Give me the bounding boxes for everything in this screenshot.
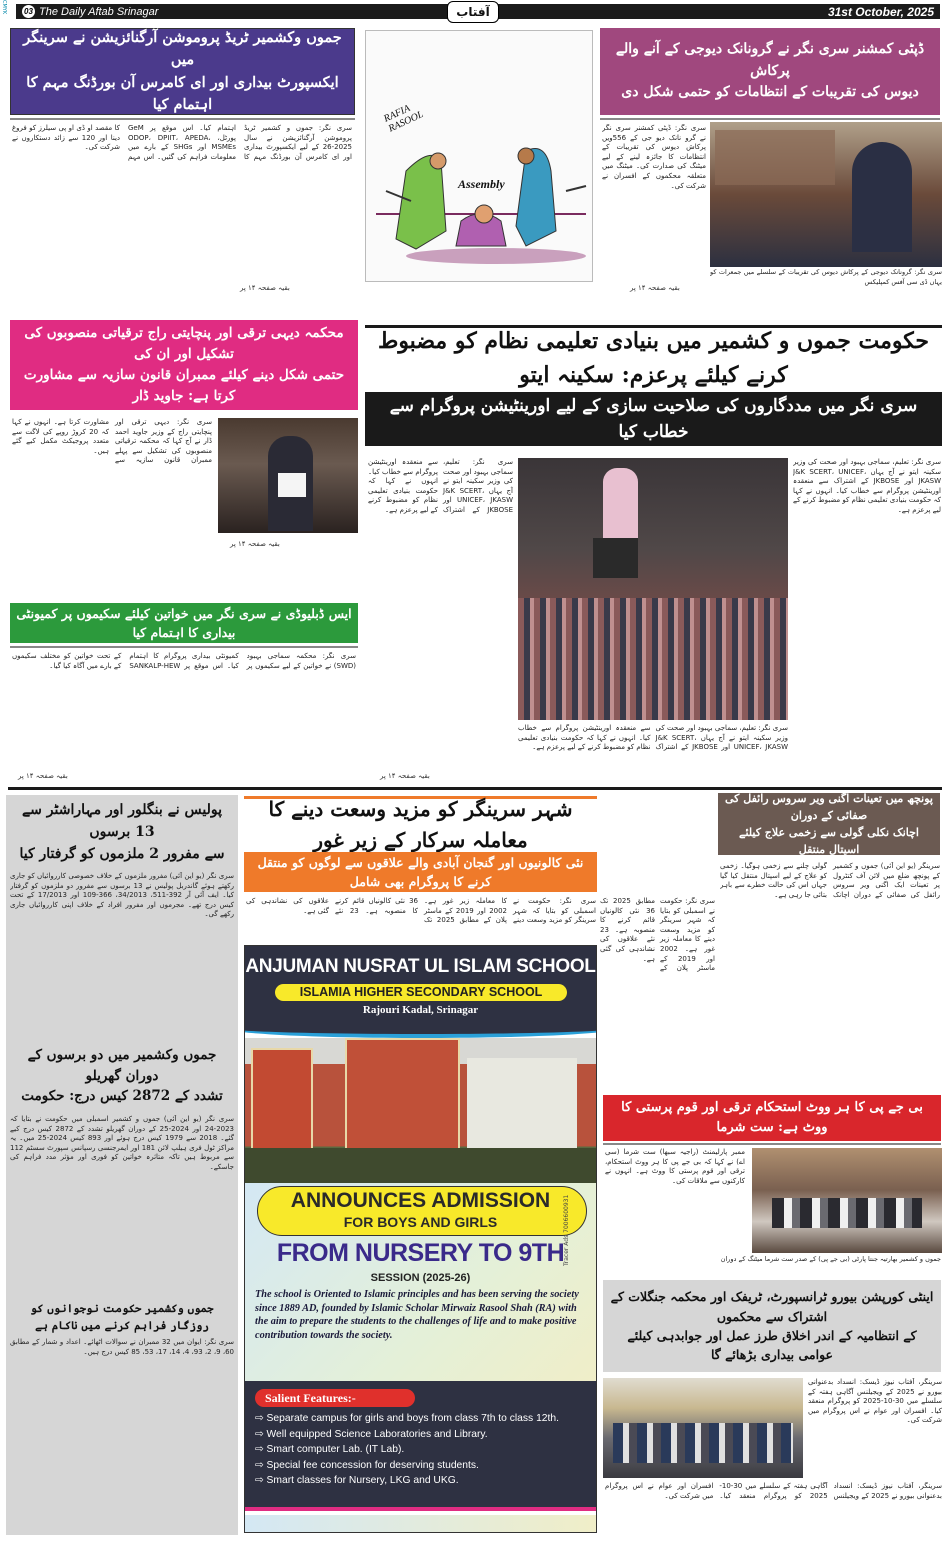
headline-line: اینٹی کورپشن بیورو ٹرانسپورٹ، ٹریفک اور محکمہ جنگلات کے اشتراک سے محکموں — [610, 1289, 934, 1324]
speaker-figure — [603, 468, 638, 538]
domestic-violence-body: سری نگر (یو این آئی) جموں و کشمیر اسمبلی میں حکومت نے بتایا کہ 2023-24 اور 2024-25 کے دوران گھریلو تشدد کے 2872 کیس درج کیے گئے۔ 2018 سے 1979 کیس درج ہوئے اور 893 کیس 2024-25 میں۔ یہ مراکز ٹول فری ہیلپ لائن 181 اور ایمرجنسی رسپانس سپورٹ سسٹم 112 سے مربوط ہیں تاکہ متاثرہ خواتین کو فوری اور مؤثر مدد فراہم کی جاسکے۔ — [10, 1115, 234, 1171]
swd-awareness-body: سری نگر: محکمہ سماجی بہبود (SWD) نے خواتین کے لیے سکیموں پر کمیونٹی بیداری پروگرام کا اہتمام کیا۔ اس موقع پر SANKALP-HEW کے تحت خواتین کو مختلف سکیموں کے بارے میں آگاہ کیا گیا۔ — [12, 652, 356, 670]
police-arrest-body: سری نگر (یو این آئی) مفرور ملزموں کے خلاف خصوصی کارروائیاں کو جاری رکھتے ہوئے گاندربل پولیس نے 13 برسوں سے مفرور دو ملزموں کو گرفتار کیا۔ ایف آئی آر 392-511، 34/2013، 366-109 اور 17/2013 کے تحت کیس درج تھے۔ مجرموں اور مفرور افراد کے خلاف اپنی کارروائیاں جاری رکھے گی۔ — [10, 872, 234, 919]
deputy-commissioner-headline[interactable] — [600, 28, 940, 115]
divider — [10, 646, 358, 648]
headline-line: سے مفرور 2 ملزموں کو گرفتار کیا — [19, 845, 225, 862]
headline-line: سری نگر میں مددگاروں کی صلاحیت سازی کے لیے اورینٹیشن پروگرام سے خطاب کیا — [389, 395, 918, 442]
paper-in-hand — [278, 473, 306, 497]
education-body-right: سری نگر: تعلیم، سماجی بہبود اور صحت کی وزیر سکینہ ایتو نے آج یہاں J&K SCERT، UNICEF، JKASW اور JKBOSE کے اشتراک سے منعقدہ اورینٹیشن پروگرام سے خطاب کیا۔ انہوں نے کہا کہ حکومت بنیادی تعلیمی نظام کو مضبوط کرنے کے لیے پرعزم ہے۔ — [793, 458, 941, 514]
headline-line: محکمہ دیہی ترقی اور پنچایتی راج ترقیاتی منصوبوں کی تشکیل اور ان کی — [24, 325, 344, 363]
srinagar-expansion-subheadline[interactable] — [244, 852, 597, 892]
arrow-right-icon: ⇨ — [255, 1459, 264, 1471]
official-figure — [852, 142, 912, 252]
podium — [593, 538, 638, 578]
swd-awareness-headline[interactable] — [10, 603, 358, 643]
school-subtitle: ISLAMIA HIGHER SECONDARY SCHOOL — [275, 984, 567, 1001]
masthead-logo: آفتاب — [447, 1, 499, 23]
rural-development-body: سری نگر: دیہی ترقی اور پنچایتی راج کے وزیر جاوید احمد ڈار نے آج کہا کہ محکمہ ترقیاتی منصوبوں کی تشکیل سے پہلے ممبران قانون سازیہ سے مشاورت کرتا ہے۔ انہوں نے کہا کہ 20 کروڑ روپے کی لاگت سے متعدد پروجیکٹ مکمل کیے گئے ہیں۔ — [12, 418, 212, 465]
ad-footer-strip — [245, 1515, 596, 1533]
orientation-program-photo — [518, 458, 788, 720]
page-number: 03 — [22, 5, 35, 18]
trade-promotion-headline[interactable] — [10, 28, 355, 115]
cmyk-print-marker: CMYK — [1, 0, 7, 15]
education-body-left: سری نگر: تعلیم، سماجی بہبود اور صحت کی وزیر سکینہ ایتو نے آج یہاں J&K SCERT، UNICEF، JKASW اور JKBOSE کے اشتراک سے منعقدہ اورینٹیشن پروگرام سے خطاب کیا۔ انہوں نے کہا کہ حکومت بنیادی تعلیمی نظام کو مضبوط کرنے کے لیے پرعزم ہے۔ — [368, 458, 513, 514]
announcement-line2: FOR BOYS AND GIRLS — [343, 1214, 498, 1230]
school-location: Rajouri Kadal, Srinagar — [362, 1004, 479, 1016]
attendees — [772, 1198, 922, 1228]
anti-corruption-body-bottom: سرینگر، آفتاب نیوز ڈیسک: انسداد بدعنوانی بیورو نے 2025 کے ویجیلنس آگاہی ہفتہ کے سلسلے میں 30-10-2025 کو پروگرام منعقد کیا۔ افسران اور عوام نے اس پروگرام میں شرکت کی۔ — [605, 1482, 942, 1500]
headline-line: شہر سرینگر کو مزید وسعت دینے کا معاملہ سرکار کے زیر غور — [268, 797, 573, 852]
arrow-right-icon: ⇨ — [255, 1444, 264, 1455]
continued-note: بقیہ صفحہ ۱۴ پر — [630, 284, 680, 292]
bjp-sat-sharma-body: ممبر پارلیمنٹ (راجیہ سبھا) ست شرما (سی اے) نے کہا کہ بی جے پی کا ہر ووٹ استحکام، ترقی اور قوم پرستی کا ووٹ ہے۔ انہوں نے کارکنوں سے ملاقات کی۔ — [605, 1148, 745, 1185]
deputy-commissioner-photo-caption: سری نگر: گرونانک دیوجی کے پرکاش دیوس کی تقریبات کے سلسلے میں جمعرات کو یہاں ڈی سی آفس کمپلیکس — [710, 268, 942, 286]
srinagar-expansion-continuation: سری نگر: حکومت نے اسمبلی کو بتایا کہ شہر سرینگر کو مزید وسعت دینے کا معاملہ زیر غور ہے۔ 2002 اور 2019 کے ماسٹر پلان کے مطابق 2025 تک 36 نئی کالونیاں قائم کرنے کا منصوبہ ہے۔ 23 نئے علاقوں کی نشاندہی کی گئی ہے۔ — [600, 897, 715, 973]
feature-item: ⇨ Special fee concession for deserving students. — [255, 1459, 479, 1471]
continued-note: بقیہ صفحہ ۱۴ پر — [230, 540, 280, 548]
anti-corruption-body: سرینگر، آفتاب نیوز ڈیسک: انسداد بدعنوانی بیورو نے 2025 کے ویجیلنس آگاہی ہفتہ کے سلسلے میں 30-10-2025 کو پروگرام منعقد کیا۔ افسران اور عوام نے اس پروگرام میں شرکت کی۔ — [808, 1378, 942, 1425]
cartoon-caption: Assembly — [458, 177, 505, 191]
feature-item: ⇨ Well equipped Science Laboratories and Library. — [255, 1428, 488, 1440]
headline-line: پولیس نے بنگلور اور مہاراشٹر سے 13 برسوں — [21, 802, 223, 841]
school-admission-advertisement[interactable] — [244, 945, 597, 1533]
school-description: The school is Oriented to Islamic principles and has been serving the society since 1889 AD, founded by Islamic Scholar Mirwaiz Rasool Shah (RA) with the aim to prepare the students to the challenges of life and to make positive contribution towards the society. — [255, 1289, 579, 1341]
meeting-photo — [710, 122, 942, 267]
school-building-photo — [245, 1038, 596, 1183]
cartoonist-signature: RAFIA RASOOL — [382, 103, 426, 135]
features-title: Salient Features:- — [255, 1389, 415, 1407]
editorial-cartoon — [365, 30, 593, 282]
continued-note: بقیہ صفحہ ۱۴ پر — [240, 284, 290, 292]
feature-item: ⇨ Smart classes for Nursery, LKG and UKG. — [255, 1475, 459, 1486]
features-list — [255, 1411, 595, 1489]
background-screen — [715, 130, 835, 185]
headline-line: پونچھ میں تعینات اگنی ویر سروس رائفل کی صفائی کے دوران — [725, 791, 933, 822]
headline-line: جموں وکشمیر حکومت نوجوانوں کو روزگار فراہم کرنے میں ناکام ہے — [30, 1301, 214, 1332]
session-label: SESSION (2025-26) — [370, 1272, 471, 1284]
rural-development-headline[interactable] — [10, 320, 358, 410]
police-arrest-headline[interactable] — [8, 797, 236, 869]
school-name: ANJUMAN NUSRAT UL ISLAM SCHOOL — [245, 956, 596, 977]
headline-line: جموں وکشمیر ٹریڈ پروموشن آرگنائزیشن نے سرینگر میں — [23, 28, 342, 69]
attendees — [613, 1423, 793, 1463]
feature-item: ⇨ Separate campus for girls and boys from class 7th to class 12th. — [255, 1413, 559, 1424]
domestic-violence-headline[interactable] — [8, 1040, 236, 1112]
audience — [518, 598, 788, 720]
continued-note: بقیہ صفحہ ۱۴ پر — [380, 772, 430, 780]
issue-date: 31st October, 2025 — [827, 4, 934, 19]
arrow-right-icon: ⇨ — [255, 1475, 264, 1486]
headline-line: جموں وکشمیر میں دو برسوں کے دوران گھریلو — [27, 1046, 217, 1084]
headline-line: ایس ڈبلیوڈی نے سری نگر میں خواتین کیلئے سکیموں پر کمیونٹی بیداری کا اہتمام کیا — [16, 605, 352, 640]
bjp-meeting-photo — [752, 1148, 942, 1253]
announcement-line1: ANNOUNCES ADMISSION — [290, 1189, 551, 1212]
newspaper-name: The Daily Aftab Srinagar — [39, 5, 159, 18]
continued-note: بقیہ صفحہ ۱۴ پر — [18, 772, 68, 780]
arrow-right-icon: ⇨ — [255, 1413, 264, 1424]
minister-speaking-photo — [218, 418, 358, 533]
headline-line: ڈپٹی کمشنر سری نگر نے گرونانک دیوجی کے آنے والے پرکاش — [615, 40, 925, 79]
headline-line: تشدد کے 2872 کیس درج: حکومت — [21, 1088, 223, 1105]
youth-employment-body: سری نگر: ایوان میں 32 ممبران نے سوالات اٹھائے۔ اعداد و شمار کے مطابق 60، 9، 2، 93، 4، 14، 17، 53، 85 کیس درج ہیں۔ — [10, 1338, 234, 1356]
feature-item: ⇨ Smart computer Lab. (IT Lab). — [255, 1444, 405, 1455]
divider — [600, 118, 940, 120]
headline-line: حتمی شکل دینے کیلئے ممبران قانون سازیہ سے مشاورت کرتا ہے: جاوید ڈار — [23, 367, 345, 404]
bjp-photo-caption: جموں و کشمیر بھارتیہ جنتا پارٹی (بی جے پی) کے صدر ست شرما میٹنگ کے دوران — [720, 1255, 941, 1263]
trade-promotion-body: سری نگر: جموں و کشمیر ٹریڈ پروموشن آرگنائزیشن نے سال 2025-26 کے لیے ایکسپورٹ بیداری اور ای کامرس آن بورڈنگ مہم کا اہتمام کیا۔ اس موقع پر GeM پورٹل، ODOP، DPIIT، APEDA، MSMEs اور SHGs کے بارے میں معلومات فراہم کی گئیں۔ اس مہم کا مقصد او ڈی او پی سیلرز کو فروغ دینا اور 120 سے زائد دستکاروں نے شرکت کی۔ — [12, 124, 352, 161]
building-veranda — [467, 1058, 577, 1158]
anti-corruption-photo — [603, 1378, 803, 1478]
headline-line: دیوس کی تقریبات کے انتظامات کو حتمی شکل دی — [621, 84, 919, 101]
grades-offered: FROM NURSERY TO 9TH — [276, 1239, 565, 1267]
bjp-sat-sharma-headline[interactable] — [603, 1095, 941, 1141]
agency-credit: Tracer Ads 7006600931 — [563, 1194, 570, 1266]
poonch-rifle-headline[interactable] — [718, 793, 940, 855]
headline-line: اچانک نکلی گولی سے زخمی علاج کیلئے اسپتال منتقل — [739, 826, 919, 857]
headline-line: کے انتظامیہ کے اندر اخلاق طرز عمل اور جوابدہی کیلئے عوامی بیداری بڑھائے گا — [627, 1328, 917, 1363]
hedges — [245, 1148, 596, 1183]
youth-employment-headline[interactable] — [8, 1300, 236, 1334]
headline-line: نئی کالونیوں اور گنجان آبادی والے علاقوں سے لوگوں کو منتقل کرنے کا پروگرام بھی شامل — [257, 854, 584, 889]
arrow-right-icon: ⇨ — [255, 1428, 264, 1440]
divider — [603, 1143, 941, 1145]
srinagar-expansion-body: سری نگر: حکومت نے اسمبلی کو بتایا کہ شہر سرینگر کو مزید وسعت دینے کا معاملہ زیر غور ہے۔ 2002 اور 2019 کے ماسٹر پلان کے مطابق 2025 تک 36 نئی کالونیاں قائم کرنے کا منصوبہ ہے۔ 23 نئے علاقوں کی نشاندہی کی گئی ہے۔ — [246, 897, 596, 925]
ad-blue-wave — [244, 1018, 597, 1038]
education-subheadline[interactable] — [365, 392, 942, 446]
education-headline[interactable] — [365, 327, 942, 388]
srinagar-expansion-headline[interactable] — [244, 797, 597, 852]
education-body-bottom: سری نگر: تعلیم، سماجی بہبود اور صحت کی وزیر سکینہ ایتو نے آج یہاں J&K SCERT، UNICEF، JKASW اور JKBOSE کے اشتراک سے منعقدہ اورینٹیشن پروگرام سے خطاب کیا۔ انہوں نے کہا کہ حکومت بنیادی تعلیمی نظام کو مضبوط کرنے کے لیے پرعزم ہے۔ — [518, 724, 788, 752]
divider — [10, 118, 355, 120]
deputy-commissioner-body: سری نگر: ڈپٹی کمشنر سری نگر نے گرو نانک دیو جی کے 556ویں پرکاش دیوس کی تقریبات کے انتظامات کا جائزہ لینے کے لیے میٹنگ کی صدارت کی۔ میٹنگ میں متعلقہ محکموں کے افسران نے شرکت کی۔ — [602, 124, 706, 190]
headline-line: ایکسپورٹ بیداری اور ای کامرس آن بورڈنگ مہم کا اہتمام کیا — [26, 73, 339, 113]
poonch-rifle-body: سرینگر (یو این آئی) جموں و کشمیر کے پونچھ ضلع میں لائن آف کنٹرول پر تعینات ایک اگنی ویر سروس رائفل کی صفائی کے دوران اچانک گولی چلنے سے زخمی ہوگیا۔ زخمی کو علاج کے لیے اسپتال منتقل کیا گیا جہاں اس کی حالت خطرے سے باہر بتائی جا رہی ہے۔ — [720, 862, 940, 899]
anti-corruption-headline[interactable] — [603, 1280, 941, 1372]
cartoon-figures-icon — [366, 31, 593, 282]
headline-line: بی جے پی کا ہر ووٹ استحکام ترقی اور قوم پرستی کا ووٹ ہے: ست شرما — [621, 1099, 923, 1135]
headline-line: حکومت جموں و کشمیر میں بنیادی تعلیمی نظام کو مضبوط کرنے کیلئے پرعزم: سکینہ ایتو — [377, 327, 930, 388]
page-identifier — [22, 5, 158, 18]
